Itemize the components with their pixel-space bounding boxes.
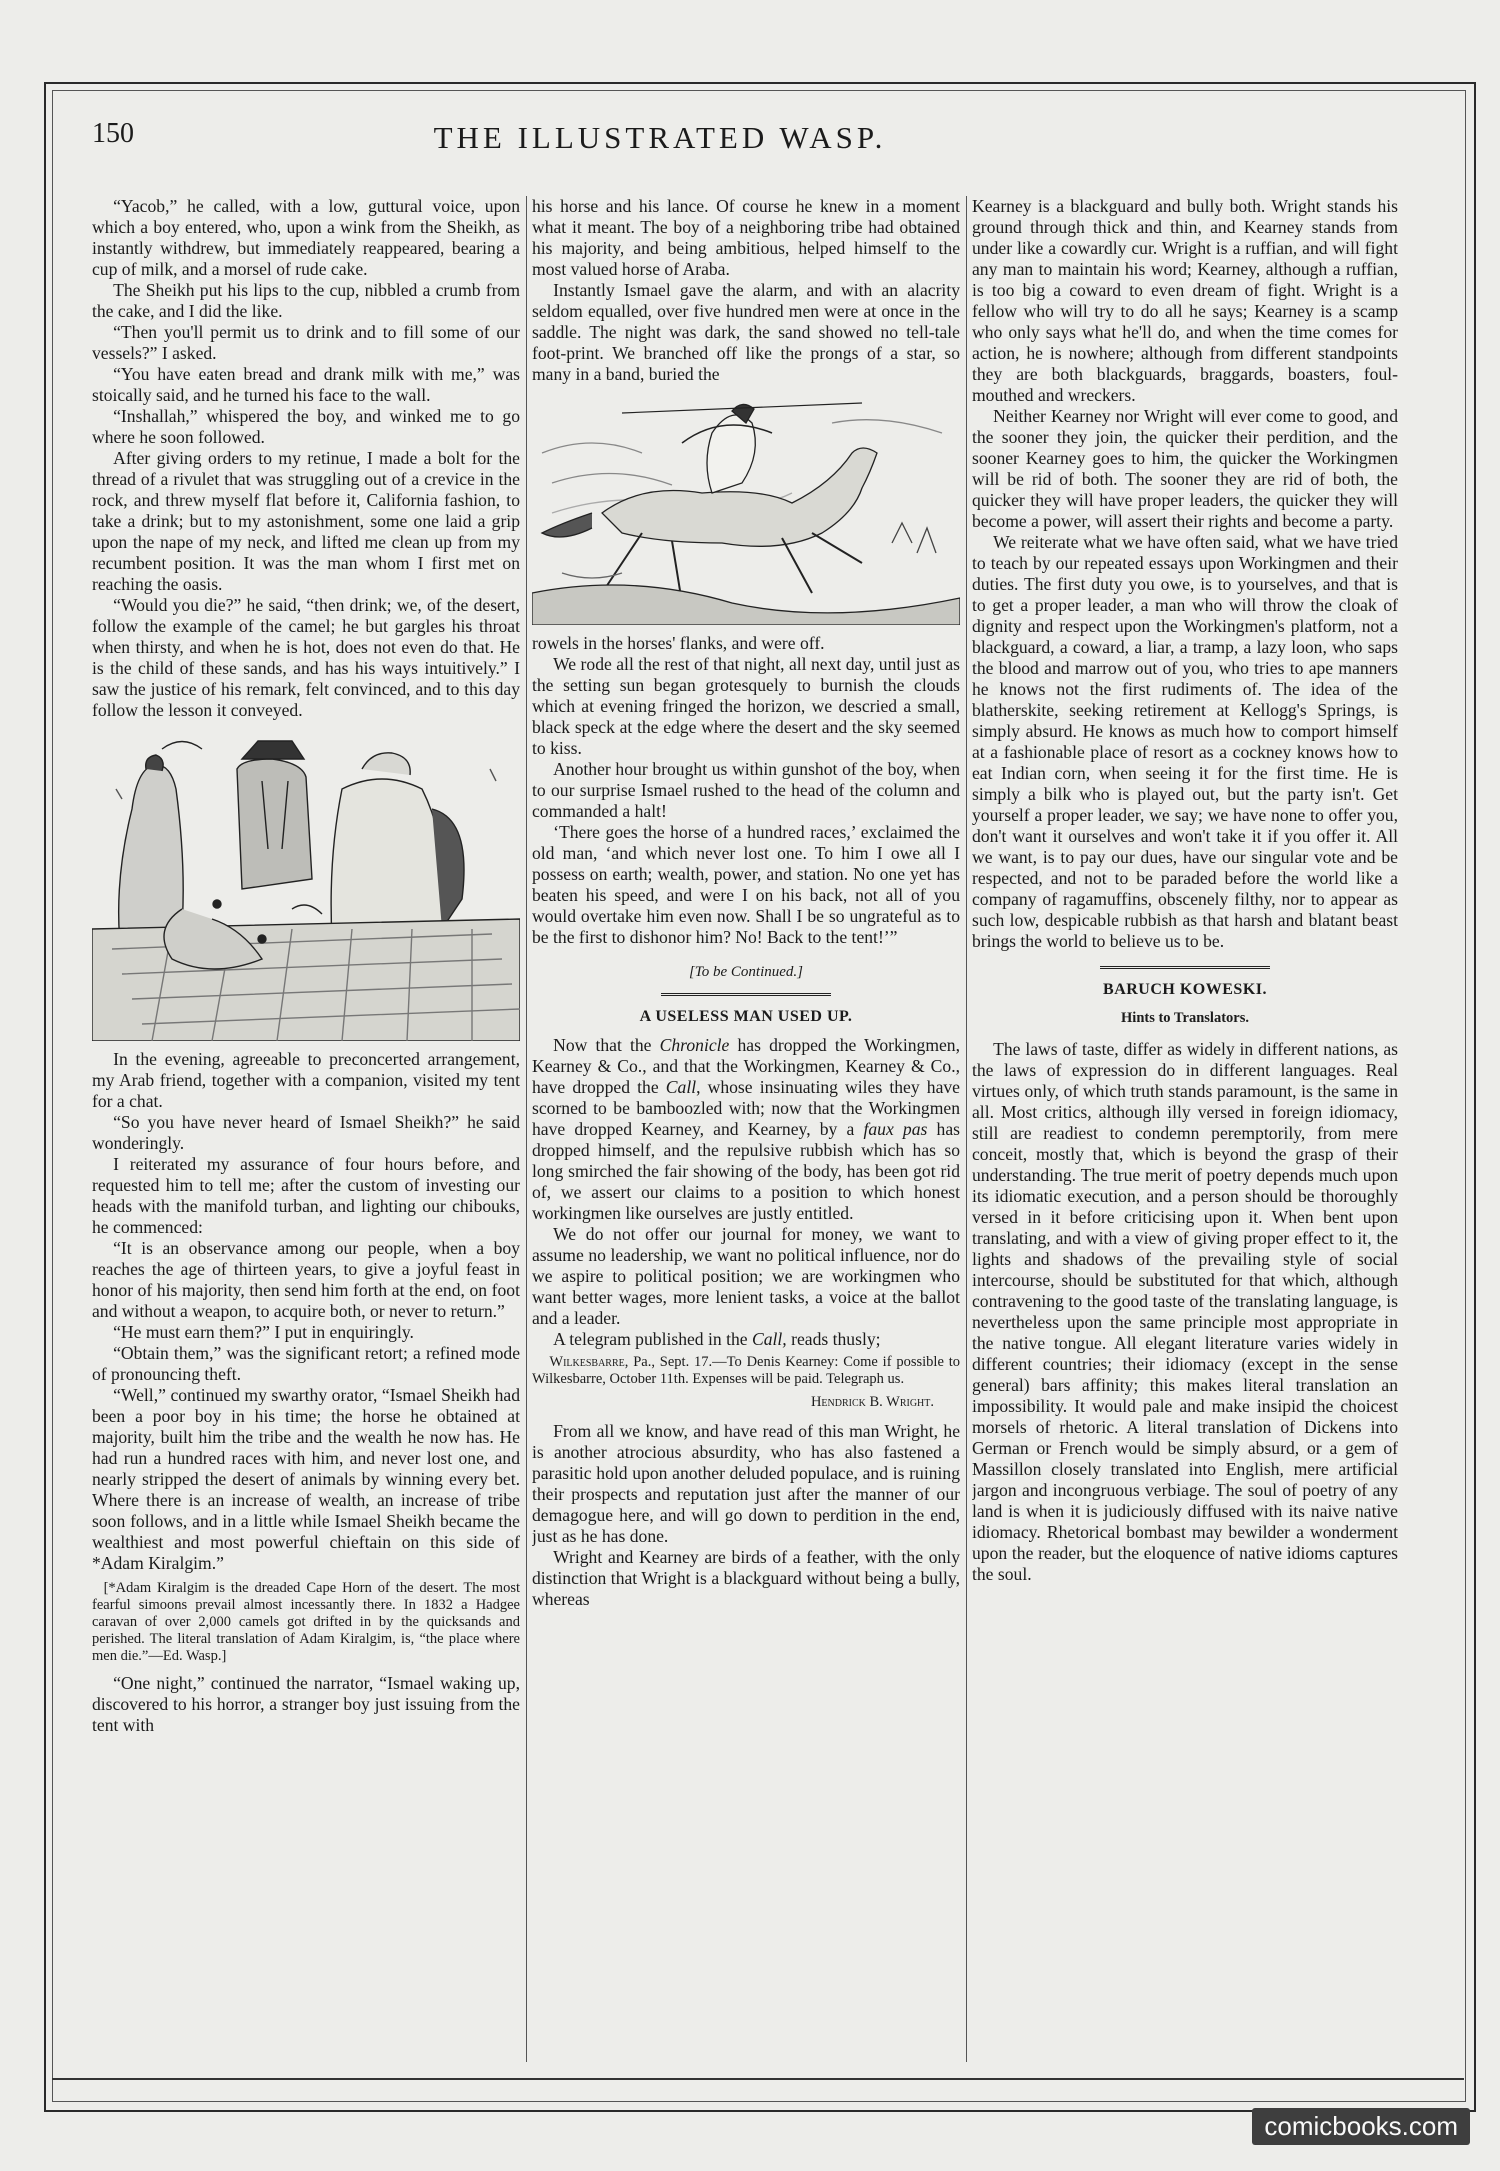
paragraph: We reiterate what we have often said, what we have tried to teach by our repeated essays upon Workingmen and their duties. The first duty you owe, is to yourselves, and that is to get a proper leader, a man who will throw the cloak of dignity and respect upon the Workingmen's platform, not a blackguard, a coward, a liar, a tramp, a lazy loon, who saps the blood and marrow out of you, who tries to ape manners he knows not the first rudiments of. The idea of the blatherskite, seeking retirement at Kellogg's Springs, is simply absurd. He knows as much how to comport himself at a fashionable place of resort as a cockney knows how to eat Indian corn, when seeing it for the first time. He is simply a bilk who is played out, but the party isn't. Get yourself a proper leader, we say; we have none to offer you, don't want it ourselves and won't take it if you offer it. All we want, is to pay our dues, have our singular vote and be respected, and not to be paraded before the world like a company of ragamuffins, obscenely filthy, nor to appear as such low, despicable rubbish as that harsh and blatant beast brings the world to believe us to be. bbox=[972, 532, 1398, 951]
paragraph: “Then you'll permit us to drink and to fill some of our vessels?” I asked. bbox=[92, 322, 520, 363]
paragraph: Neither Kearney nor Wright will ever come to good, and the sooner they join, the quicker their perdition, and the sooner Kearney goes to him, the quicker the Workingmen will be rid of both. The sooner they are rid of both, the quicker they will have proper leaders, the quicker they will become a power, will assert their rights and become a party. bbox=[972, 406, 1398, 531]
paragraph: “Obtain them,” was the significant retort; a refined mode of pronouncing theft. bbox=[92, 1343, 520, 1384]
site-watermark: comicbooks.com bbox=[1252, 2108, 1470, 2145]
text-run: Now that the bbox=[553, 1035, 660, 1055]
paragraph bbox=[532, 1329, 960, 1350]
paragraph: “Well,” continued my swarthy orator, “Ismael Sheikh had been a poor boy in his time; the horse he obtained at majority, built him the tribe and the wealth he now has. He had run a hundred races with him, and never lost one, and nearly stripped the desert of animals by winning every bet. Where there is an increase of wealth, an increase of tribe soon follows, and in a little while Ismael Sheikh became the wealthiest and most powerful chieftain on this side of *Adam Kiralgim.” bbox=[92, 1385, 520, 1573]
telegram-body: Pa., Sept. 17.—To Denis Kearney: Come if possible to Wilkesbarre, October 11th. Expenses will be paid. Telegraph us. bbox=[532, 1354, 960, 1387]
publication-name: Call bbox=[665, 1077, 697, 1097]
telegram-signature: Hendrick B. Wright. bbox=[810, 1394, 934, 1410]
page-number: 150 bbox=[92, 118, 134, 149]
paragraph: ‘There goes the horse of a hundred races,’ exclaimed the old man, ‘and which never lost one. To him I owe all I possess on earth; wealth, power, and station. No one yet has beaten his speed, and were I on his back, not all of you would overtake him even now. Shall I be so ungrateful as to be the first to dishonor him? No! Back to the tent!’” bbox=[532, 822, 960, 947]
column-1 bbox=[92, 196, 520, 2062]
column-rule bbox=[966, 196, 967, 2062]
text-run: has dropped the Workingmen, Kearney & Co., and that the Workingmen, Kearney & Co., have dropped the bbox=[532, 1035, 960, 1097]
paragraph: From all we know, and have read of this man Wright, he is another atrocious absurdity, who has also fastened a parasitic hold upon another deluded populace, and is ruining their prospects and reputation just after the manner of our demagogue here, and will go down to perdition in the end, just as he has done. bbox=[532, 1421, 960, 1546]
paragraph: The Sheikh put his lips to the cup, nibbled a crumb from the cake, and I did the like. bbox=[92, 280, 520, 321]
bottom-rule bbox=[52, 2078, 1464, 2080]
to-be-continued: [To be Continued.] bbox=[688, 964, 804, 980]
paragraph: After giving orders to my retinue, I made a bolt for the thread of a rivulet that was struggling out of a crevice in the rock, and threw myself flat before it, California fashion, to take a drink; but to my astonishment, some one laid a grip upon the nape of my neck, and lifted me clean up from my recumbent position. It was the man whom I first met on reaching the oasis. bbox=[92, 448, 520, 594]
telegram bbox=[532, 1354, 960, 1388]
divider bbox=[1100, 966, 1270, 969]
paragraph: “He must earn them?” I put in enquiringly. bbox=[113, 1322, 414, 1342]
paragraph: Kearney is a blackguard and bully both. Wright stands his ground through thick and thin, and Kearney stands from under like a cowardly cur. Wright is a ruffian, and will fight any man to maintain his word; Kearney, although a ruffian, is too big a coward to even dream of fight. Wright is a fellow who will try to do all he says; Kearney is a scamp who only says what he'll do, and when the time comes for action, he is nowhere; although from different standpoints they are both blackguards, braggards, boasters, foul-mouthed and wreckers. bbox=[972, 196, 1398, 405]
article-heading: A USELESS MAN USED UP. bbox=[639, 1008, 853, 1025]
telegram-place: Wilkesbarre, bbox=[549, 1354, 629, 1370]
paragraph: rowels in the horses' flanks, and were off. bbox=[532, 633, 825, 653]
text-run: A telegram published in the bbox=[553, 1329, 752, 1349]
illustration-tent-scene bbox=[92, 729, 520, 1041]
publication-name: Call, bbox=[751, 1329, 787, 1349]
paragraph: “One night,” continued the narrator, “Ismael waking up, discovered to his horror, a stranger boy just issuing from the tent with bbox=[92, 1673, 520, 1735]
divider bbox=[661, 993, 831, 996]
paragraph: “Would you die?” he said, “then drink; we, of the desert, follow the example of the camel; he but gargles his throat when thirsty, and when he is hot, does not even do that. He is the child of these sands, and has his ways intuitively.” I saw the justice of his remark, felt convinced, and to this day follow the lesson it conveyed. bbox=[92, 595, 520, 720]
paragraph: “Inshallah,” whispered the boy, and winked me to go where he soon followed. bbox=[92, 406, 520, 447]
paragraph: We do not offer our journal for money, we want to assume no leadership, we want no political influence, nor do we aspire to political position; we are workingmen who want better wages, more lenient tasks, a voice at the ballot and a leader. bbox=[532, 1224, 960, 1328]
paragraph: Instantly Ismael gave the alarm, and with an alacrity seldom equalled, over five hundred men were at once in the saddle. The night was dark, the sand showed no tell-tale foot-print. We branched off like the prongs of a star, so many in a band, buried the bbox=[532, 280, 960, 384]
publication-name: Chronicle bbox=[659, 1035, 730, 1055]
text-run: reads thusly; bbox=[786, 1329, 881, 1349]
paragraph bbox=[532, 1035, 960, 1224]
paragraph: In the evening, agreeable to preconcerted arrangement, my Arab friend, together with a companion, visited my tent for a chat. bbox=[92, 1049, 520, 1111]
paragraph: “It is an observance among our people, when a boy reaches the age of thirteen years, to give a joyful feast in honor of his majority, then send him forth at the end, on foot and without a weapon, to acquire both, or never to return.” bbox=[92, 1238, 520, 1321]
article-heading: BARUCH KOWESKI. bbox=[1103, 981, 1267, 998]
column-2 bbox=[532, 196, 960, 2062]
paragraph: I reiterated my assurance of four hours before, and requested him to tell me; after the custom of investing our heads with the manifold turban, and lighting our chibouks, he commenced: bbox=[92, 1154, 520, 1237]
illustration-rider-on-horse bbox=[532, 393, 960, 625]
column-rule bbox=[526, 196, 527, 2062]
text-run: has dropped himself, and the repulsive rubbish which has so long smirched the fair showing of the body, has been got rid of, we assert our claims to a position to which honest workingmen like ourselves are justly entitled. bbox=[532, 1119, 960, 1223]
paragraph: “So you have never heard of Ismael Sheikh?” he said wonderingly. bbox=[92, 1112, 520, 1153]
masthead-title: THE ILLUSTRATED WASP. bbox=[433, 120, 887, 155]
paragraph: “Yacob,” he called, with a low, guttural voice, upon which a boy entered, who, upon a wink from the Sheikh, as instantly withdrew, but immediately reappeared, bearing a cup of milk, and a morsel of rude cake. bbox=[92, 196, 520, 279]
foreign-phrase: faux pas bbox=[863, 1119, 928, 1139]
paragraph: We rode all the rest of that night, all next day, until just as the setting sun began grotesquely to burnish the clouds which at evening fringed the horizon, we descried a small, black speck at the edge where the desert and the sky seemed to kiss. bbox=[532, 654, 960, 758]
paragraph: “You have eaten bread and drank milk with me,” was stoically said, and he turned his face to the wall. bbox=[92, 364, 520, 405]
text-run: , whose insinuating wiles they have scorned to be bamboozled with; now that the Workingmen have dropped Kearney, and Kearney, by a bbox=[532, 1077, 960, 1139]
paragraph: The laws of taste, differ as widely in different nations, as the laws of expression do in different languages. Real virtues only, of which truth stands paramount, is the same in all. Most critics, although illy versed in foreign idiomacy, still are readiest to condemn peremptorily, from mere conceit, mostly that, which is beyond the grasp of their understanding. The true merit of poetry depends much upon its idiomatic execution, and a person should be thoroughly versed in it before criticising upon it. When bent upon translating, and with a view of giving proper effect to it, the lights and shadows of the prevailing style of social intercourse, should be substituted for that which, although contravening to the good taste of the translating language, is nevertheless upon the same principle most appropriate in the native tongue. All elegant literature varies widely in different countries; their idiomacy (except in the sense general) bars affinity; this makes literal translation an impossibility. It would pale and make insipid the choicest morsels of rhetoric. A literal translation of Dickens into German or French would be simply absurd, or a gem of Massillon closely translated into English, mere artificial jargon and incongruous verbiage. The soul of poetry of any land is when it is judiciously diffused with its naive native idiomacy. Rhetorical bombast may bewilder a wonderment upon the reader, but the eloquence of native idioms captures the soul. bbox=[972, 1039, 1398, 1584]
editor-footnote: [*Adam Kiralgim is the dreaded Cape Horn of the desert. The most fearful simoons prevail almost incessantly there. In 1832 a Hadgee caravan of over 2,000 camels got drifted in by the quicksands and perished. The literal translation of Adam Kiralgim, is, “the place where men die.”—Ed. Wasp.] bbox=[92, 1580, 520, 1664]
paragraph: Another hour brought us within gunshot of the boy, when to our surprise Ismael rushed to the head of the column and commanded a halt! bbox=[532, 759, 960, 821]
paragraph: Wright and Kearney are birds of a feather, with the only distinction that Wright is a blackguard without being a bully, whereas bbox=[532, 1547, 960, 1609]
article-subheading: Hints to Translators. bbox=[1121, 1010, 1249, 1026]
column-3 bbox=[972, 196, 1398, 2062]
paragraph: his horse and his lance. Of course he knew in a moment what it meant. The boy of a neighboring tribe had obtained his majority, and being ambitious, helped himself to the most valued horse of Araba. bbox=[532, 196, 960, 279]
